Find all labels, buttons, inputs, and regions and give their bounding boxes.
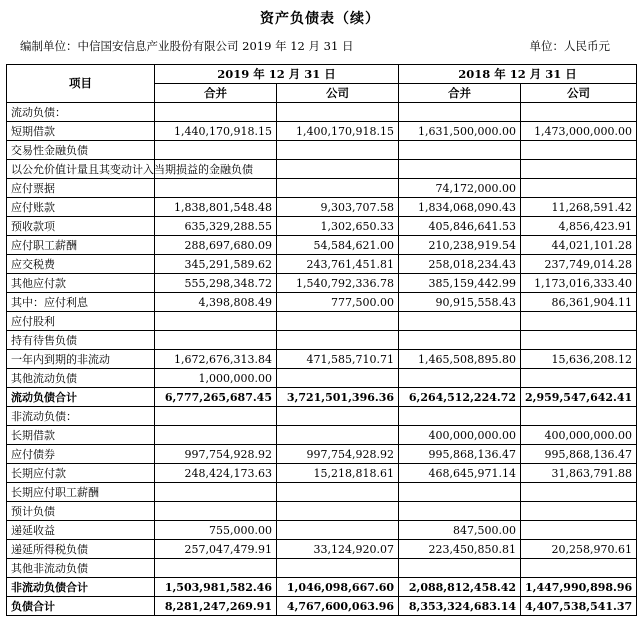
row-label: 交易性金融负债	[7, 141, 155, 160]
row-value: 1,447,990,898.96	[521, 578, 637, 597]
row-value	[277, 483, 399, 502]
row-value	[521, 502, 637, 521]
row-value: 31,863,791.88	[521, 464, 637, 483]
row-value	[155, 179, 277, 198]
row-value	[277, 179, 399, 198]
row-label: 其他应付款	[7, 274, 155, 293]
row-value	[155, 331, 277, 350]
row-value	[155, 103, 277, 122]
header-item: 项目	[7, 65, 155, 103]
table-row	[7, 179, 637, 198]
row-label: 其他非流动负债	[7, 559, 155, 578]
row-label: 非流动负债：	[7, 407, 155, 426]
row-label: 递延所得税负债	[7, 540, 155, 559]
row-value: 1,834,068,090.43	[399, 198, 521, 217]
row-value: 635,329,288.55	[155, 217, 277, 236]
table-row	[7, 540, 637, 559]
table-row	[7, 521, 637, 540]
table-row	[7, 597, 637, 616]
row-value: 997,754,928.92	[277, 445, 399, 464]
row-value	[277, 426, 399, 445]
row-value: 1,838,801,548.48	[155, 198, 277, 217]
table-body	[7, 103, 637, 616]
row-value: 1,631,500,000.00	[399, 122, 521, 141]
row-label: 其他流动负债	[7, 369, 155, 388]
table-row	[7, 198, 637, 217]
table-row	[7, 578, 637, 597]
row-label: 应付债券	[7, 445, 155, 464]
row-value: 995,868,136.47	[521, 445, 637, 464]
row-value: 223,450,850.81	[399, 540, 521, 559]
table-row	[7, 483, 637, 502]
row-value: 9,303,707.58	[277, 198, 399, 217]
row-value	[277, 407, 399, 426]
row-value: 1,400,170,918.15	[277, 122, 399, 141]
row-value: 6,777,265,687.45	[155, 388, 277, 407]
table-row	[7, 426, 637, 445]
row-value	[521, 141, 637, 160]
row-value	[399, 160, 521, 179]
row-value	[521, 103, 637, 122]
row-label: 应付股利	[7, 312, 155, 331]
row-value: 74,172,000.00	[399, 179, 521, 198]
row-label: 负债合计	[7, 597, 155, 616]
row-value	[521, 521, 637, 540]
row-value: 400,000,000.00	[521, 426, 637, 445]
row-value	[277, 502, 399, 521]
row-label: 预收款项	[7, 217, 155, 236]
table-row	[7, 369, 637, 388]
table-row	[7, 502, 637, 521]
row-value	[521, 179, 637, 198]
row-label: 短期借款	[7, 122, 155, 141]
row-value: 90,915,558.43	[399, 293, 521, 312]
row-value: 755,000.00	[155, 521, 277, 540]
table-row	[7, 445, 637, 464]
row-value	[277, 103, 399, 122]
row-value: 997,754,928.92	[155, 445, 277, 464]
table-row	[7, 312, 637, 331]
row-value: 11,268,591.42	[521, 198, 637, 217]
row-label: 长期应付职工薪酬	[7, 483, 155, 502]
row-value: 210,238,919.54	[399, 236, 521, 255]
row-value: 288,697,680.09	[155, 236, 277, 255]
row-value	[277, 559, 399, 578]
row-value	[399, 407, 521, 426]
row-value: 257,047,479.91	[155, 540, 277, 559]
row-value	[155, 426, 277, 445]
row-value	[521, 483, 637, 502]
row-value: 237,749,014.28	[521, 255, 637, 274]
row-value: 4,398,808.49	[155, 293, 277, 312]
row-value	[399, 369, 521, 388]
table-row	[7, 160, 637, 179]
table-row	[7, 255, 637, 274]
table-row	[7, 388, 637, 407]
table-row	[7, 236, 637, 255]
row-value: 243,761,451.81	[277, 255, 399, 274]
row-value: 555,298,348.72	[155, 274, 277, 293]
table-row	[7, 217, 637, 236]
row-value: 777,500.00	[277, 293, 399, 312]
row-value	[155, 141, 277, 160]
row-value	[399, 312, 521, 331]
row-value	[399, 559, 521, 578]
row-value	[155, 502, 277, 521]
row-label: 长期应付款	[7, 464, 155, 483]
table-row	[7, 407, 637, 426]
row-label: 持有待售负债	[7, 331, 155, 350]
row-value: 2,959,547,642.41	[521, 388, 637, 407]
header-company-2018: 公司	[521, 84, 637, 103]
row-value: 44,021,101.28	[521, 236, 637, 255]
row-value: 385,159,442.99	[399, 274, 521, 293]
row-label: 流动负债合计	[7, 388, 155, 407]
row-value: 1,000,000.00	[155, 369, 277, 388]
row-label: 应交税费	[7, 255, 155, 274]
table-row	[7, 274, 637, 293]
row-value: 847,500.00	[399, 521, 521, 540]
row-value: 405,846,641.53	[399, 217, 521, 236]
row-value	[521, 312, 637, 331]
row-value	[277, 331, 399, 350]
table-row	[7, 141, 637, 160]
row-label: 应付账款	[7, 198, 155, 217]
row-value: 4,767,600,063.96	[277, 597, 399, 616]
row-value	[277, 312, 399, 331]
row-label: 应付票据	[7, 179, 155, 198]
page-title: 资产负债表（续）	[260, 11, 380, 27]
row-value	[399, 103, 521, 122]
row-value: 471,585,710.71	[277, 350, 399, 369]
row-label: 预计负债	[7, 502, 155, 521]
row-value	[155, 483, 277, 502]
row-value	[155, 312, 277, 331]
table-row	[7, 103, 637, 122]
row-value: 468,645,971.14	[399, 464, 521, 483]
table-row	[7, 331, 637, 350]
row-value	[521, 160, 637, 179]
row-value: 54,584,621.00	[277, 236, 399, 255]
row-value: 1,046,098,667.60	[277, 578, 399, 597]
row-value: 2,088,812,458.42	[399, 578, 521, 597]
table-row	[7, 350, 637, 369]
row-value: 4,407,538,541.37	[521, 597, 637, 616]
header-company-2019: 公司	[277, 84, 399, 103]
row-value: 1,302,650.33	[277, 217, 399, 236]
header-period-2019: 2019 年 12 月 31 日	[155, 65, 399, 84]
report-meta	[10, 38, 630, 56]
row-value	[521, 331, 637, 350]
row-value: 1,440,170,918.15	[155, 122, 277, 141]
row-value	[277, 141, 399, 160]
table-row	[7, 464, 637, 483]
header-consolidated-2019: 合并	[155, 84, 277, 103]
row-value	[277, 369, 399, 388]
row-label: 以公允价值计量且其变动计入当期损益的金融负债	[7, 160, 155, 179]
row-value	[399, 331, 521, 350]
row-value	[521, 559, 637, 578]
row-value	[277, 521, 399, 540]
row-value: 1,503,981,582.46	[155, 578, 277, 597]
row-value: 400,000,000.00	[399, 426, 521, 445]
row-value: 248,424,173.63	[155, 464, 277, 483]
row-value	[521, 407, 637, 426]
row-value: 3,721,501,396.36	[277, 388, 399, 407]
row-value: 33,124,920.07	[277, 540, 399, 559]
row-value: 1,465,508,895.80	[399, 350, 521, 369]
row-value: 15,636,208.12	[521, 350, 637, 369]
row-label: 非流动负债合计	[7, 578, 155, 597]
table-row	[7, 122, 637, 141]
row-value: 8,353,324,683.14	[399, 597, 521, 616]
row-value: 258,018,234.43	[399, 255, 521, 274]
row-label: 应付职工薪酬	[7, 236, 155, 255]
currency-unit: 单位：人民币元	[529, 39, 610, 53]
row-value: 20,258,970.61	[521, 540, 637, 559]
row-value: 995,868,136.47	[399, 445, 521, 464]
table-row	[7, 559, 637, 578]
row-value: 1,540,792,336.78	[277, 274, 399, 293]
row-value	[155, 407, 277, 426]
row-label: 长期借款	[7, 426, 155, 445]
table-row	[7, 293, 637, 312]
header-consolidated-2018: 合并	[399, 84, 521, 103]
row-value: 86,361,904.11	[521, 293, 637, 312]
row-value: 1,473,000,000.00	[521, 122, 637, 141]
row-value: 4,856,423.91	[521, 217, 637, 236]
row-value: 6,264,512,224.72	[399, 388, 521, 407]
row-value	[399, 483, 521, 502]
row-value: 8,281,247,269.91	[155, 597, 277, 616]
row-label: 流动负债：	[7, 103, 155, 122]
row-label: 一年内到期的非流动	[7, 350, 155, 369]
row-label: 递延收益	[7, 521, 155, 540]
company-and-date: 编制单位：中信国安信息产业股份有限公司 2019 年 12 月 31 日	[20, 39, 354, 53]
row-value: 1,173,016,333.40	[521, 274, 637, 293]
liabilities-table	[6, 64, 637, 616]
row-value: 1,672,676,313.84	[155, 350, 277, 369]
row-value	[399, 502, 521, 521]
row-value	[277, 160, 399, 179]
row-value: 345,291,589.62	[155, 255, 277, 274]
row-value	[399, 141, 521, 160]
header-period-2018: 2018 年 12 月 31 日	[399, 65, 637, 84]
row-label: 其中：应付利息	[7, 293, 155, 312]
row-value	[155, 559, 277, 578]
row-value	[521, 369, 637, 388]
row-value: 15,218,818.61	[277, 464, 399, 483]
